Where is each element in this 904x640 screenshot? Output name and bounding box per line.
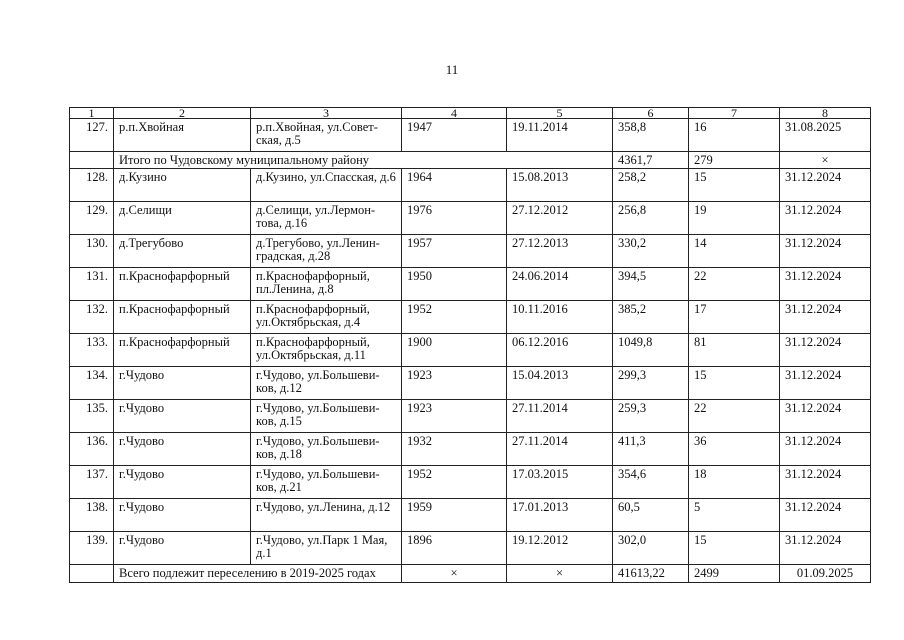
subtotal-label: Итого по Чудовскому муниципальному району [114,152,613,169]
subtotal-people: 279 [689,152,780,169]
deadline-cell: 31.12.2024 [780,400,871,433]
deadline-cell: 31.12.2024 [780,268,871,301]
column-number: 3 [251,108,402,119]
total-area: 41613,22 [613,565,689,583]
address-cell: п.Краснофарфорный, пл.Ленина, д.8 [251,268,402,301]
table-body [70,108,871,565]
column-number: 8 [780,108,871,119]
year-cell: 1952 [402,301,507,334]
row-number: 130. [70,235,114,268]
table-row [70,466,871,499]
date-cell: 27.12.2012 [507,202,613,235]
total-date: × [507,565,613,583]
settlement-cell: п.Краснофарфорный [114,301,251,334]
area-cell: 330,2 [613,235,689,268]
area-cell: 259,3 [613,400,689,433]
date-cell: 27.12.2013 [507,235,613,268]
area-cell: 354,6 [613,466,689,499]
people-cell: 18 [689,466,780,499]
deadline-cell: 31.12.2024 [780,202,871,235]
row-number: 134. [70,367,114,400]
year-cell: 1964 [402,169,507,202]
year-cell: 1959 [402,499,507,532]
date-cell: 27.11.2014 [507,433,613,466]
row-number: 128. [70,169,114,202]
deadline-cell: 31.12.2024 [780,169,871,202]
deadline-cell: 31.12.2024 [780,433,871,466]
address-cell: г.Чудово, ул.Парк 1 Мая, д.1 [251,532,402,565]
table-row [70,119,871,152]
row-number: 132. [70,301,114,334]
row-number: 129. [70,202,114,235]
address-cell: г.Чудово, ул.Большеви-ков, д.12 [251,367,402,400]
table-row [70,202,871,235]
table-row [70,400,871,433]
empty-cell [70,152,114,169]
deadline-cell: 31.12.2024 [780,367,871,400]
table-row [70,334,871,367]
total-year: × [402,565,507,583]
people-cell: 19 [689,202,780,235]
area-cell: 411,3 [613,433,689,466]
table-row [70,268,871,301]
table-row [70,532,871,565]
address-cell: г.Чудово, ул.Ленина, д.12 [251,499,402,532]
settlement-cell: г.Чудово [114,466,251,499]
total-label: Всего подлежит переселению в 2019-2025 годах [114,565,402,583]
year-cell: 1923 [402,400,507,433]
deadline-cell: 31.12.2024 [780,334,871,367]
settlement-cell: п.Краснофарфорный [114,268,251,301]
people-cell: 22 [689,400,780,433]
date-cell: 19.12.2012 [507,532,613,565]
date-cell: 24.06.2014 [507,268,613,301]
date-cell: 10.11.2016 [507,301,613,334]
address-cell: г.Чудово, ул.Большеви-ков, д.18 [251,433,402,466]
row-number: 131. [70,268,114,301]
deadline-cell: 31.12.2024 [780,235,871,268]
area-cell: 299,3 [613,367,689,400]
table-row [70,235,871,268]
table-row [70,301,871,334]
total-row [70,565,871,583]
people-cell: 15 [689,169,780,202]
date-cell: 15.04.2013 [507,367,613,400]
empty-cell [70,565,114,583]
settlement-cell: п.Краснофарфорный [114,334,251,367]
settlement-cell: г.Чудово [114,433,251,466]
settlement-cell: д.Кузино [114,169,251,202]
people-cell: 5 [689,499,780,532]
page-number: 11 [445,62,459,77]
subtotal-deadline: × [780,152,871,169]
people-cell: 15 [689,532,780,565]
people-cell: 22 [689,268,780,301]
people-cell: 36 [689,433,780,466]
year-cell: 1932 [402,433,507,466]
date-cell: 17.01.2013 [507,499,613,532]
column-number: 4 [402,108,507,119]
column-number: 7 [689,108,780,119]
column-number: 6 [613,108,689,119]
total-deadline: 01.09.2025 [780,565,871,583]
column-number: 1 [70,108,114,119]
settlement-cell: р.п.Хвойная [114,119,251,152]
area-cell: 394,5 [613,268,689,301]
area-cell: 256,8 [613,202,689,235]
row-number: 136. [70,433,114,466]
subtotal-row [70,152,871,169]
year-cell: 1896 [402,532,507,565]
settlement-cell: г.Чудово [114,532,251,565]
year-cell: 1976 [402,202,507,235]
date-cell: 06.12.2016 [507,334,613,367]
column-number: 2 [114,108,251,119]
date-cell: 17.03.2015 [507,466,613,499]
row-number: 138. [70,499,114,532]
people-cell: 17 [689,301,780,334]
people-cell: 16 [689,119,780,152]
deadline-cell: 31.12.2024 [780,499,871,532]
people-cell: 81 [689,334,780,367]
area-cell: 302,0 [613,532,689,565]
deadline-cell: 31.12.2024 [780,532,871,565]
area-cell: 358,8 [613,119,689,152]
deadline-cell: 31.12.2024 [780,466,871,499]
row-number: 137. [70,466,114,499]
date-cell: 19.11.2014 [507,119,613,152]
address-cell: д.Селищи, ул.Лермон-това, д.16 [251,202,402,235]
settlement-cell: д.Селищи [114,202,251,235]
settlement-cell: д.Трегубово [114,235,251,268]
row-number: 127. [70,119,114,152]
year-cell: 1957 [402,235,507,268]
year-cell: 1923 [402,367,507,400]
area-cell: 385,2 [613,301,689,334]
total-people: 2499 [689,565,780,583]
settlement-cell: г.Чудово [114,367,251,400]
address-cell: г.Чудово, ул.Большеви-ков, д.21 [251,466,402,499]
address-cell: р.п.Хвойная, ул.Совет-ская, д.5 [251,119,402,152]
column-number-row [70,108,871,119]
address-cell: д.Трегубово, ул.Ленин-градская, д.28 [251,235,402,268]
table-row [70,433,871,466]
people-cell: 15 [689,367,780,400]
table-row [70,169,871,202]
year-cell: 1950 [402,268,507,301]
address-cell: д.Кузино, ул.Спасская, д.6 [251,169,402,202]
settlement-cell: г.Чудово [114,400,251,433]
row-number: 133. [70,334,114,367]
deadline-cell: 31.12.2024 [780,301,871,334]
year-cell: 1947 [402,119,507,152]
address-cell: п.Краснофарфорный, ул.Октябрьская, д.11 [251,334,402,367]
table-row [70,499,871,532]
date-cell: 27.11.2014 [507,400,613,433]
year-cell: 1900 [402,334,507,367]
table-row [70,367,871,400]
area-cell: 1049,8 [613,334,689,367]
area-cell: 258,2 [613,169,689,202]
resettlement-table [69,107,871,583]
people-cell: 14 [689,235,780,268]
date-cell: 15.08.2013 [507,169,613,202]
address-cell: г.Чудово, ул.Большеви-ков, д.15 [251,400,402,433]
row-number: 139. [70,532,114,565]
year-cell: 1952 [402,466,507,499]
settlement-cell: г.Чудово [114,499,251,532]
subtotal-area: 4361,7 [613,152,689,169]
address-cell: п.Краснофарфорный, ул.Октябрьская, д.4 [251,301,402,334]
area-cell: 60,5 [613,499,689,532]
column-number: 5 [507,108,613,119]
row-number: 135. [70,400,114,433]
deadline-cell: 31.08.2025 [780,119,871,152]
